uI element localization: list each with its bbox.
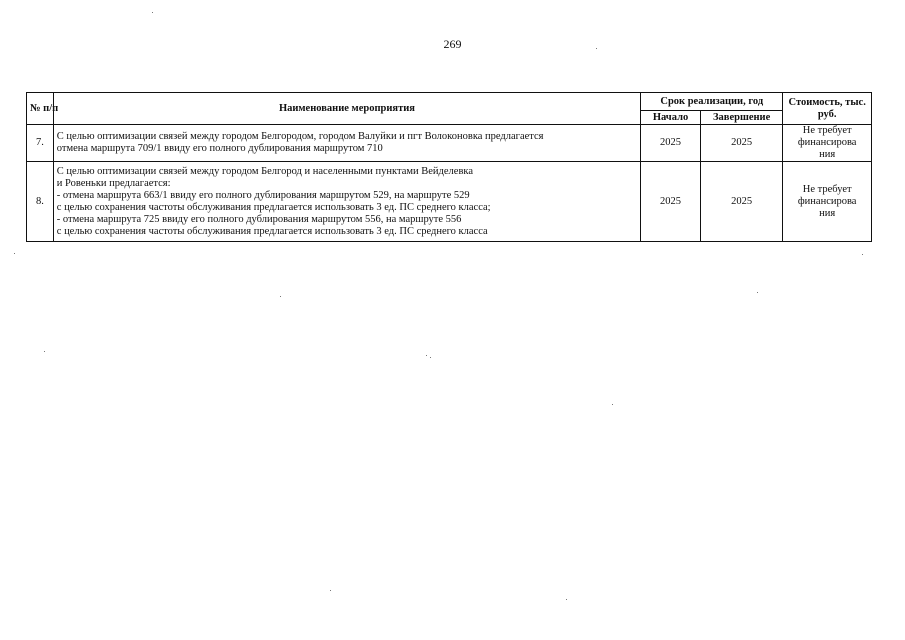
description-line: отмена маршрута 709/1 ввиду его полного дублирования маршрутом 710: [56, 143, 383, 154]
scan-speck: [330, 590, 331, 591]
row-start-year: 2025: [641, 125, 701, 162]
cost-line: финансирова: [797, 195, 857, 207]
header-end: Завершение: [700, 111, 782, 125]
scan-speck: [44, 351, 45, 352]
row-start-year: 2025: [641, 162, 701, 242]
row-cost: [783, 125, 872, 162]
scan-speck: [862, 254, 863, 255]
scan-speck: [14, 253, 15, 254]
description-line: С целью оптимизации связей между городом Белгород и населенными пунктами Вейделевка: [56, 165, 474, 177]
header-name: Наименование мероприятия: [53, 93, 640, 125]
description-line: С целью оптимизации связей между городом Белгородом, городом Валуйки и пгт Волоконовка предлагается: [56, 131, 544, 142]
table-header-row: [27, 93, 872, 111]
row-number: 8.: [27, 162, 54, 242]
description-line: с целью сохранения частоты обслуживания предлагается использовать 3 ед. ПС среднего класса: [56, 225, 488, 237]
description-line: и Ровеньки предлагается:: [56, 177, 171, 189]
row-description: [53, 162, 640, 242]
header-num: № п/п: [27, 93, 54, 125]
table-row: [27, 125, 872, 162]
row-number: 7.: [27, 125, 54, 162]
description-line: - отмена маршрута 725 ввиду его полного дублирования маршрутом 556, на маршруте 556: [56, 213, 462, 225]
scan-speck: [426, 355, 427, 356]
measures-table: [26, 92, 872, 242]
description-line: - отмена маршрута 663/1 ввиду его полного дублирования маршрутом 529, на маршруте 529: [56, 189, 470, 201]
description-line: с целью сохранения частоты обслуживания предлагается использовать 3 ед. ПС среднего класса;: [56, 201, 491, 213]
cost-line: Не требует: [802, 183, 852, 195]
header-start: Начало: [641, 111, 701, 125]
cost-line: ния: [819, 207, 836, 219]
scan-speck: [152, 12, 153, 13]
row-end-year: 2025: [700, 162, 782, 242]
scan-speck: [612, 404, 613, 405]
row-cost: [783, 162, 872, 242]
row-description: [53, 125, 640, 162]
cost-line: ния: [819, 149, 836, 160]
scan-speck: [430, 357, 431, 358]
row-end-year: 2025: [700, 125, 782, 162]
table-row: [27, 162, 872, 242]
scan-speck: [280, 296, 281, 297]
page-number: 269: [443, 37, 462, 51]
header-cost: Стоимость, тыс. руб.: [783, 93, 872, 125]
scan-speck: [596, 48, 597, 49]
header-period: Срок реализации, год: [641, 93, 783, 111]
cost-line: финансирова: [797, 137, 857, 148]
cost-line: Не требует: [802, 125, 852, 136]
scan-speck: [757, 292, 758, 293]
scan-speck: [566, 599, 567, 600]
